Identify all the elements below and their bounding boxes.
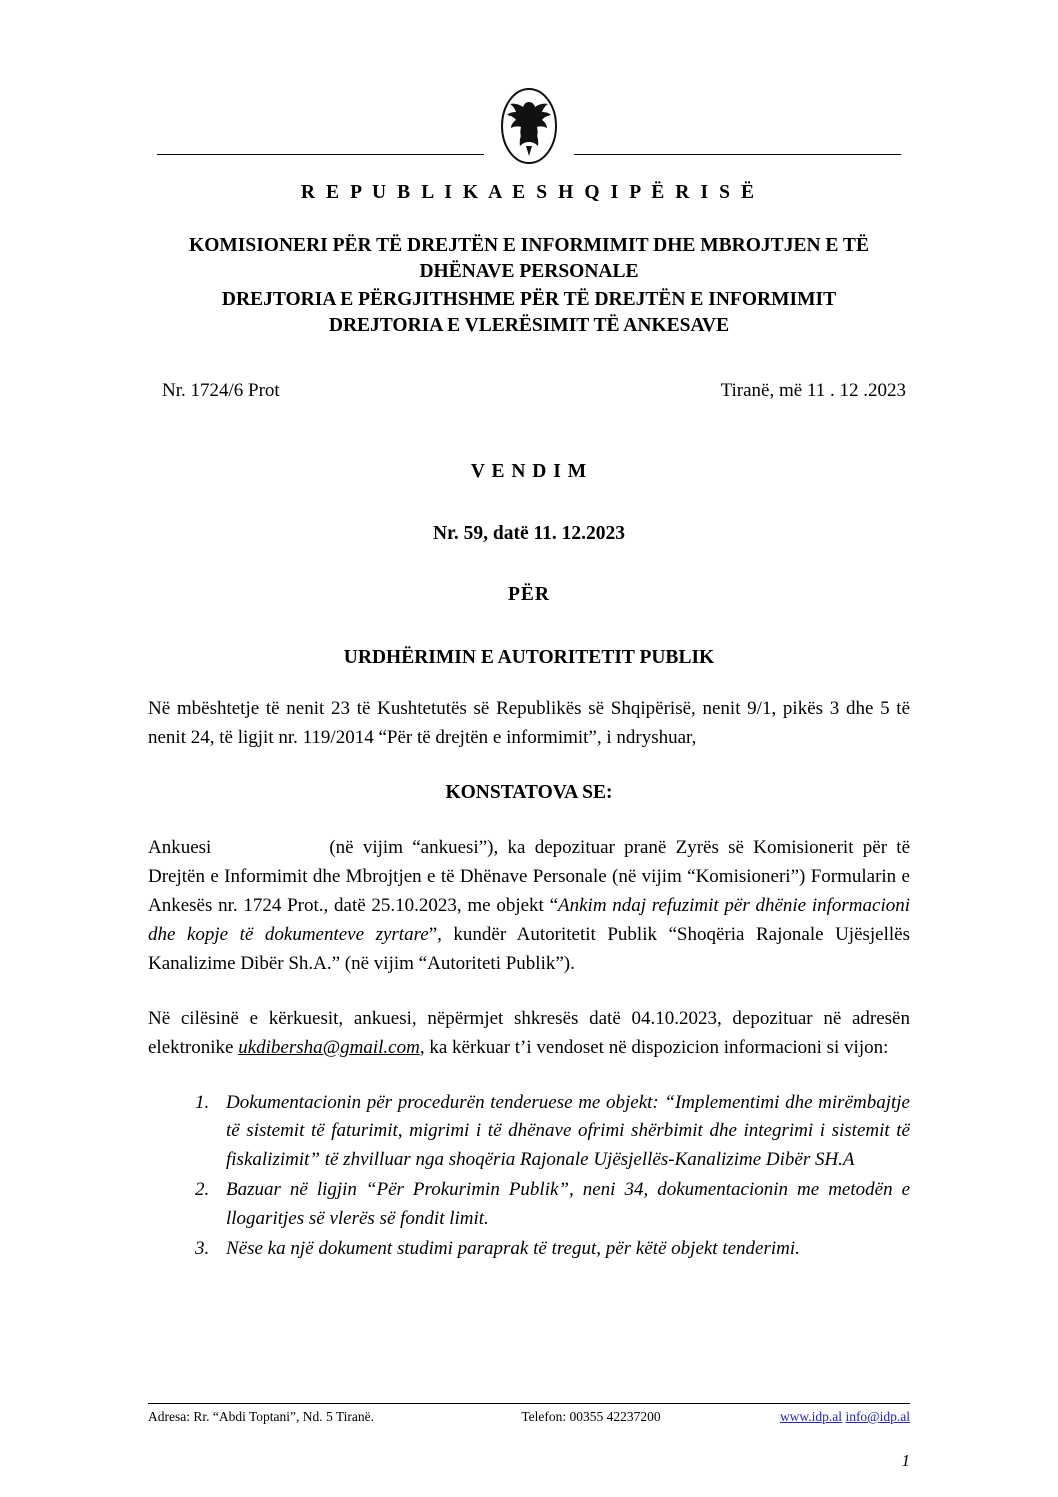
republic-title: R E P U B L I K A E S H Q I P Ë R I S Ë: [300, 182, 758, 203]
email-contact-link[interactable]: info@idp.al: [845, 1408, 910, 1424]
decision-number: Nr. 59, datë 11. 12.2023: [432, 522, 626, 544]
request-text-2: , ka kërkuar t’i vendoset në dispozicion informacioni si vijon:: [419, 1036, 889, 1058]
complainant-text-1: (në vijim “ankuesi”), ka depozituar pranë Zyrës së Komisionerit për të Drejtën e Informimit dhe Mbrojtjen e të Dhënave Personale (në vijim “Komisioneri”) Formularin e Ankesës nr. 1724 Prot., datë 25.10.2023, me objekt “: [148, 837, 910, 917]
decision-heading: V E N D I M: [470, 460, 588, 482]
complainant-paragraph: [148, 834, 910, 978]
office-title-block: [148, 233, 910, 339]
requested-information-list: [148, 1089, 910, 1264]
list-item: 2. Bazuar në ligjin “Për Prokurimin Publik”, neni 34, dokumentacionin me metodën e llogaritjes së vlerës së fondit limit.: [214, 1176, 910, 1234]
email-link[interactable]: ukdibersha@gmail.com: [238, 1036, 420, 1058]
complaint-object-italic: Ankim ndaj refuzimit për dhënie informacioni dhe kopje të dokumenteve zyrtare: [148, 895, 911, 946]
list-item: 3. Nëse ka një dokument studimi paraprak të tregut, për këtë objekt tenderimi.: [214, 1235, 910, 1264]
albanian-eagle-emblem-icon: [496, 86, 562, 166]
for-word: PËR: [508, 583, 550, 605]
office-title-line-3: DREJTORIA E VLERËSIMIT TË ANKESAVE: [328, 314, 730, 336]
page-footer: [148, 1403, 910, 1427]
complainant-label: Ankuesi: [148, 837, 212, 859]
legal-basis-paragraph: Në mbështetje të nenit 23 të Kushtetutës së Republikës së Shqipërisë, nenit 9/1, pikës 3 dhe 5 të nenit 24, të ligjit nr. 119/2014 “Për të drejtën e informimit”, i ndryshuar,: [148, 697, 910, 748]
page-number: 1: [901, 1451, 910, 1470]
footer-address: Adresa: Rr. “Abdi Toptani”, Nd. 5 Tiranë.: [148, 1408, 375, 1424]
office-title-line-2: DREJTORIA E PËRGJITHSHME PËR TË DREJTËN E INFORMIMIT: [221, 288, 837, 310]
website-link[interactable]: www.idp.al: [779, 1408, 843, 1424]
list-item: 1. Dokumentacionin për procedurën tenderuese me objekt: “Implementimi dhe mirëmbajtje të sistemit të faturimit, migrimi i të dhënave ofrimi shërbimit dhe integrimi i sistemit të fiskalizimit” të zhvilluar nga shoqëria Rajonale Ujësjellës-Kanalizime Dibër SH.A: [214, 1089, 910, 1176]
place-and-date: Tiranë, më 11 . 12 .2023: [720, 379, 906, 401]
header-rule-left: [157, 154, 484, 155]
protocol-row: [148, 380, 910, 402]
request-text-1: Në cilësinë e kërkuesit, ankuesi, nëpërmjet shkresës datë 04.10.2023, depozituar në adresën elektronike: [148, 1007, 910, 1058]
request-paragraph: [148, 1005, 910, 1063]
footer-rule: [148, 1403, 910, 1404]
footer-contact-links: [780, 1407, 910, 1427]
header-rule-right: [574, 154, 901, 155]
finding-heading: KONSTATOVA SE:: [445, 782, 613, 804]
footer-row: [148, 1407, 910, 1427]
letterhead-emblem-row: [148, 84, 910, 168]
protocol-number: Nr. 1724/6 Prot: [162, 379, 280, 401]
complainant-text-2: ”, kundër Autoritetit Publik “Shoqëria Rajonale Ujësjellës Kanalizime Dibër Sh.A.” (në vijim “Autoriteti Publik”).: [148, 924, 910, 974]
decision-subject: URDHËRIMIN E AUTORITETIT PUBLIK: [343, 646, 715, 668]
office-title-line-1: KOMISIONERI PËR TË DREJTËN E INFORMIMIT DHE MBROJTJEN E TË DHËNAVE PERSONALE: [189, 235, 869, 282]
footer-phone: Telefon: 00355 42237200: [521, 1408, 661, 1424]
